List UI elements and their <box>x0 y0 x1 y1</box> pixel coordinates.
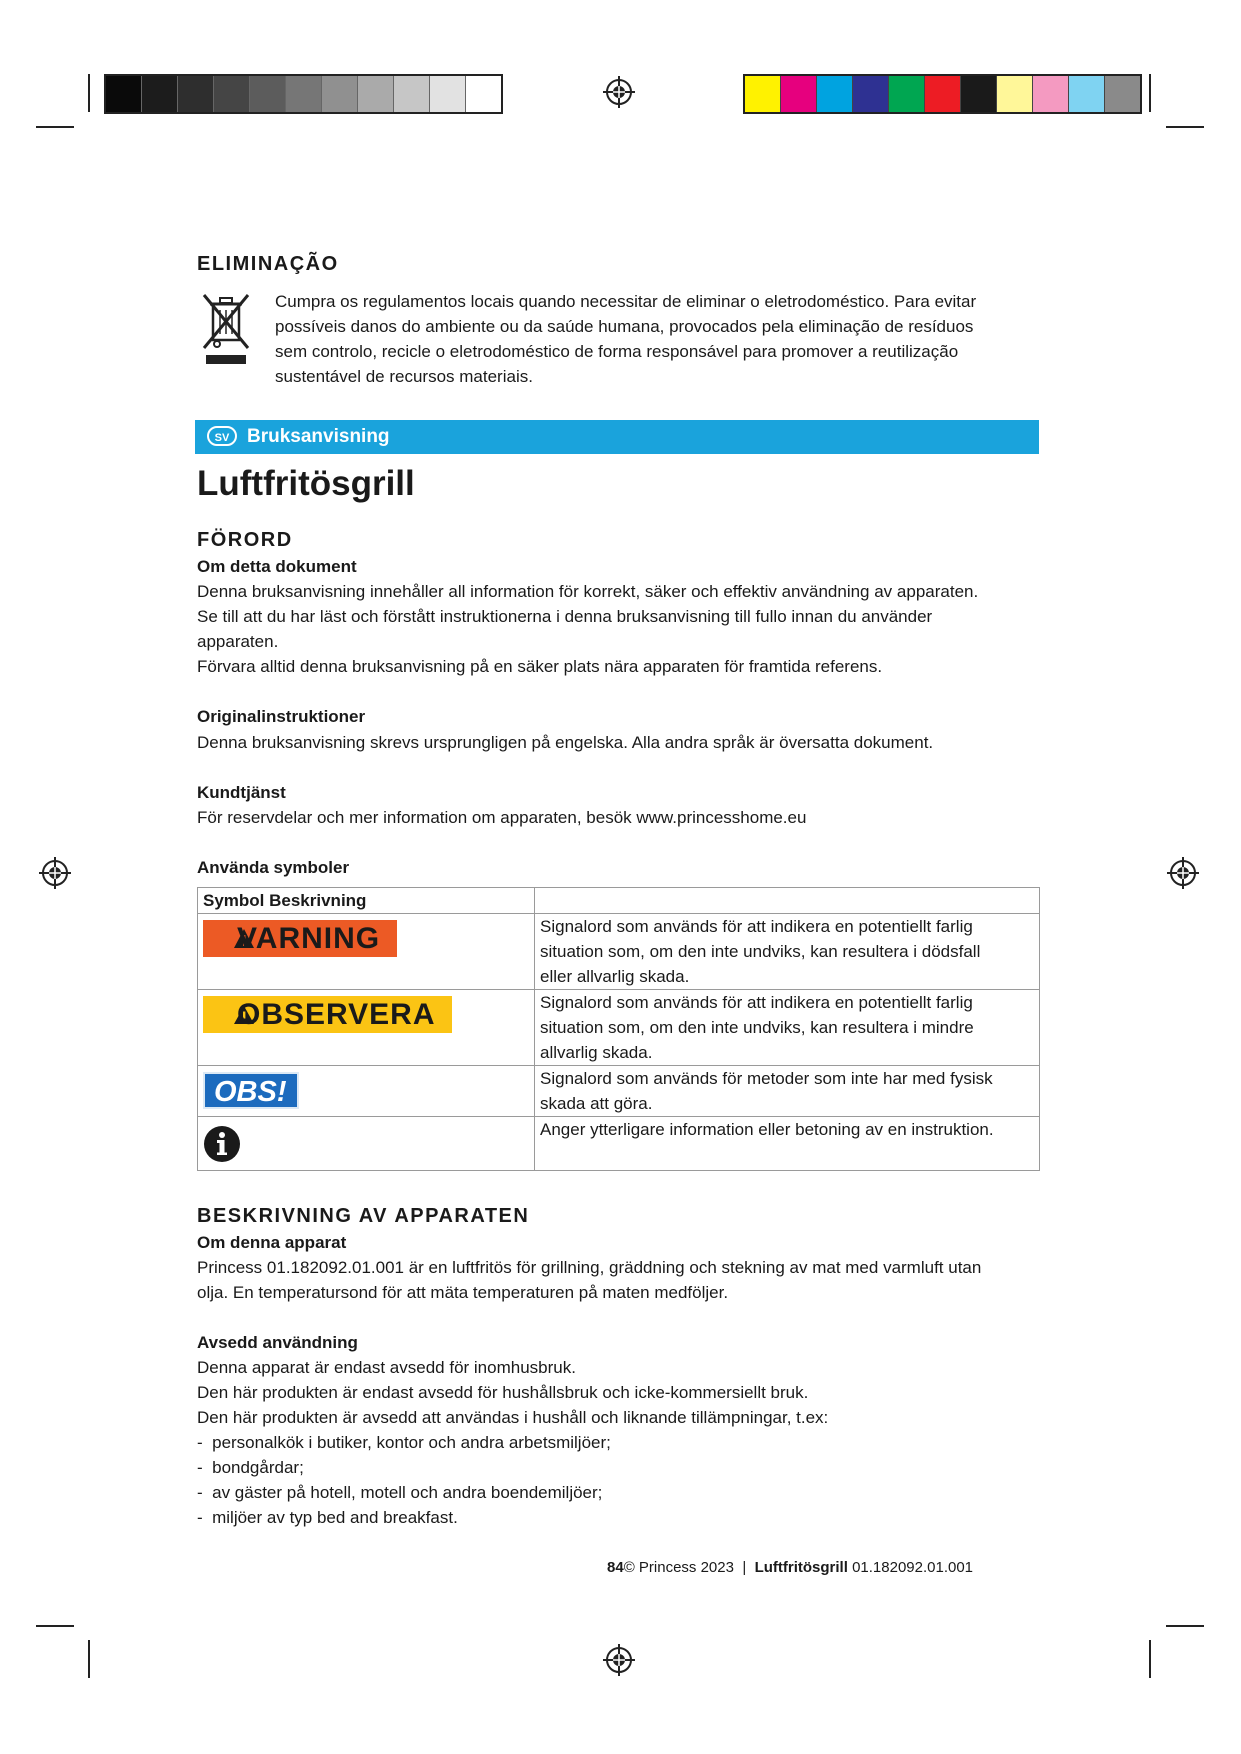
color-swatch <box>853 76 889 112</box>
list-item-text: personalkök i butiker, kontor och andra arbetsmiljöer; <box>212 1433 611 1452</box>
crop-mark <box>88 1640 90 1678</box>
text-line: För reservdelar och mer information om apparaten, besök www.princesshome.eu <box>197 808 807 827</box>
page-number: 84 <box>607 1559 624 1576</box>
list-item: - bondgårdar; <box>197 1458 304 1477</box>
text-line: sustentável de recursos materiais. <box>275 367 533 386</box>
text-line: Denna bruksanvisning skrevs ursprungligen på engelska. Alla andra språk är översatta dokument. <box>197 733 934 752</box>
foreword-heading: FÖRORD <box>197 529 293 551</box>
grey-swatch <box>214 76 250 112</box>
note-signal-label: OBS! <box>203 1072 299 1109</box>
footer-separator: | <box>742 1559 747 1576</box>
text-line: Den här produkten är avsedd att användas i hushåll och liknande tillämpningar, t.ex: <box>197 1408 829 1427</box>
crop-mark <box>88 74 90 112</box>
list-item-text: av gäster på hotell, motell och andra boendemiljöer; <box>212 1483 603 1502</box>
language-bar-label: Bruksanvisning <box>247 426 390 447</box>
customer-service-text <box>197 805 806 830</box>
about-document-text <box>197 579 978 679</box>
grey-swatch <box>394 76 430 112</box>
text-line: Förvara alltid denna bruksanvisning på en säker plats nära apparaten för framtida referens. <box>197 657 883 676</box>
list-item-text: miljöer av typ bed and breakfast. <box>212 1508 458 1527</box>
crop-mark <box>1166 126 1204 128</box>
grey-swatch <box>358 76 394 112</box>
warning-signal-label <box>203 920 397 957</box>
table-row <box>198 1066 1040 1117</box>
text-line: Cumpra os regulamentos locais quando necessitar de eliminar o eletrodoméstico. Para evitar <box>275 292 977 311</box>
original-instructions-heading: Originalinstruktioner <box>197 707 366 726</box>
footer-copyright: © Princess 2023 <box>623 1559 734 1576</box>
color-swatch <box>1069 76 1105 112</box>
table-row <box>198 914 1040 990</box>
page-footer <box>607 1559 973 1576</box>
symbols-heading: Använda symboler <box>197 858 350 877</box>
registration-mark-icon <box>39 857 71 889</box>
text-line: Denna bruksanvisning innehåller all information för korrekt, säker och effektiv användning av apparaten. <box>197 582 979 601</box>
text-line: Princess 01.182092.01.001 är en luftfritös för grillning, gräddning och stekning av mat med varmluft utan <box>197 1258 982 1277</box>
description-cell <box>535 914 1040 990</box>
about-appliance-text <box>197 1255 981 1305</box>
caution-signal-text: OBSERVERA <box>237 998 436 1031</box>
text-line: Se till att du har läst och förstått instruktionerna i denna bruksanvisning till fullo innan du använder <box>197 607 933 626</box>
crop-mark <box>1149 74 1151 112</box>
table-row <box>198 1117 1040 1171</box>
about-appliance-heading: Om denna apparat <box>197 1233 347 1252</box>
grey-swatch <box>106 76 142 112</box>
color-swatch <box>1033 76 1069 112</box>
color-swatch <box>961 76 997 112</box>
table-header-cell <box>535 888 1040 914</box>
symbol-cell <box>198 990 535 1066</box>
text-line: eller allvarlig skada. <box>540 967 690 986</box>
registration-mark-icon <box>1167 857 1199 889</box>
warning-signal-text: VARNING <box>237 922 381 955</box>
crop-mark <box>36 1625 74 1627</box>
info-icon <box>203 1125 241 1163</box>
grey-calibration-bar <box>104 74 503 114</box>
text-line: situation som, om den inte undviks, kan resultera i mindre <box>540 1018 974 1037</box>
text-line: olja. En temperatursond för att mäta temperaturen på maten medföljer. <box>197 1283 729 1302</box>
color-swatch <box>781 76 817 112</box>
table-header-row <box>198 888 1040 914</box>
color-swatch <box>997 76 1033 112</box>
list-item: - personalkök i butiker, kontor och andra arbetsmiljöer; <box>197 1433 611 1452</box>
text-line: possíveis danos do ambiente ou da saúde humana, provocados pela eliminação de resíduos <box>275 317 974 336</box>
text-line: Signalord som används för metoder som inte har med fysisk <box>540 1069 993 1088</box>
grey-swatch <box>322 76 358 112</box>
original-instructions-text <box>197 730 933 755</box>
footer-model: 01.182092.01.001 <box>852 1559 974 1576</box>
crop-mark <box>36 126 74 128</box>
crossed-out-bin-icon <box>201 292 251 366</box>
color-calibration-bar <box>743 74 1142 114</box>
language-bar <box>195 420 1039 454</box>
grey-swatch <box>286 76 322 112</box>
language-code-badge: SV <box>207 426 237 446</box>
description-cell <box>535 990 1040 1066</box>
customer-service-heading: Kundtjänst <box>197 783 286 802</box>
text-line: Signalord som används för att indikera en potentiellt farlig <box>540 917 973 936</box>
description-cell <box>535 1066 1040 1117</box>
list-item-text: bondgårdar; <box>212 1458 304 1477</box>
about-document-heading: Om detta dokument <box>197 557 357 576</box>
text-line: apparaten. <box>197 632 279 651</box>
text-line: sem controlo, recicle o eletrodoméstico de forma responsável para promover a reutilização <box>275 342 959 361</box>
disposal-heading: ELIMINAÇÃO <box>197 253 339 275</box>
color-swatch <box>817 76 853 112</box>
registration-mark-icon <box>603 1644 635 1676</box>
text-line: situation som, om den inte undviks, kan resultera i dödsfall <box>540 942 981 961</box>
grey-swatch <box>466 76 501 112</box>
caution-signal-label <box>203 996 452 1033</box>
color-swatch <box>745 76 781 112</box>
registration-mark-icon <box>603 76 635 108</box>
color-swatch <box>1105 76 1140 112</box>
page-title: Luftfritösgrill <box>197 464 415 503</box>
crop-mark <box>1149 1640 1151 1678</box>
list-item: - miljöer av typ bed and breakfast. <box>197 1508 458 1527</box>
text-line: skada att göra. <box>540 1094 653 1113</box>
text-line: Anger ytterligare information eller betoning av en instruktion. <box>540 1120 994 1139</box>
grey-swatch <box>250 76 286 112</box>
text-line: Signalord som används för att indikera en potentiellt farlig <box>540 993 973 1012</box>
description-cell <box>535 1117 1040 1171</box>
grey-swatch <box>142 76 178 112</box>
crop-mark <box>1166 1625 1204 1627</box>
symbols-table <box>197 887 1040 1171</box>
text-line: Den här produkten är endast avsedd för hushållsbruk och icke-kommersiellt bruk. <box>197 1383 809 1402</box>
text-line: allvarlig skada. <box>540 1043 653 1062</box>
grey-swatch <box>430 76 466 112</box>
symbol-cell <box>198 1066 535 1117</box>
table-row <box>198 990 1040 1066</box>
footer-product: Luftfritösgrill <box>754 1559 848 1576</box>
disposal-text <box>275 289 976 389</box>
color-swatch <box>925 76 961 112</box>
intended-use-heading: Avsedd användning <box>197 1333 358 1352</box>
text-line: Denna apparat är endast avsedd för inomhusbruk. <box>197 1358 576 1377</box>
symbol-cell <box>198 1117 535 1171</box>
description-heading: BESKRIVNING AV APPARATEN <box>197 1205 530 1227</box>
color-swatch <box>889 76 925 112</box>
symbol-cell <box>198 914 535 990</box>
grey-swatch <box>178 76 214 112</box>
table-header-cell: Symbol Beskrivning <box>198 888 535 914</box>
list-item: - av gäster på hotell, motell och andra boendemiljöer; <box>197 1483 603 1502</box>
intended-use-text <box>197 1355 828 1530</box>
